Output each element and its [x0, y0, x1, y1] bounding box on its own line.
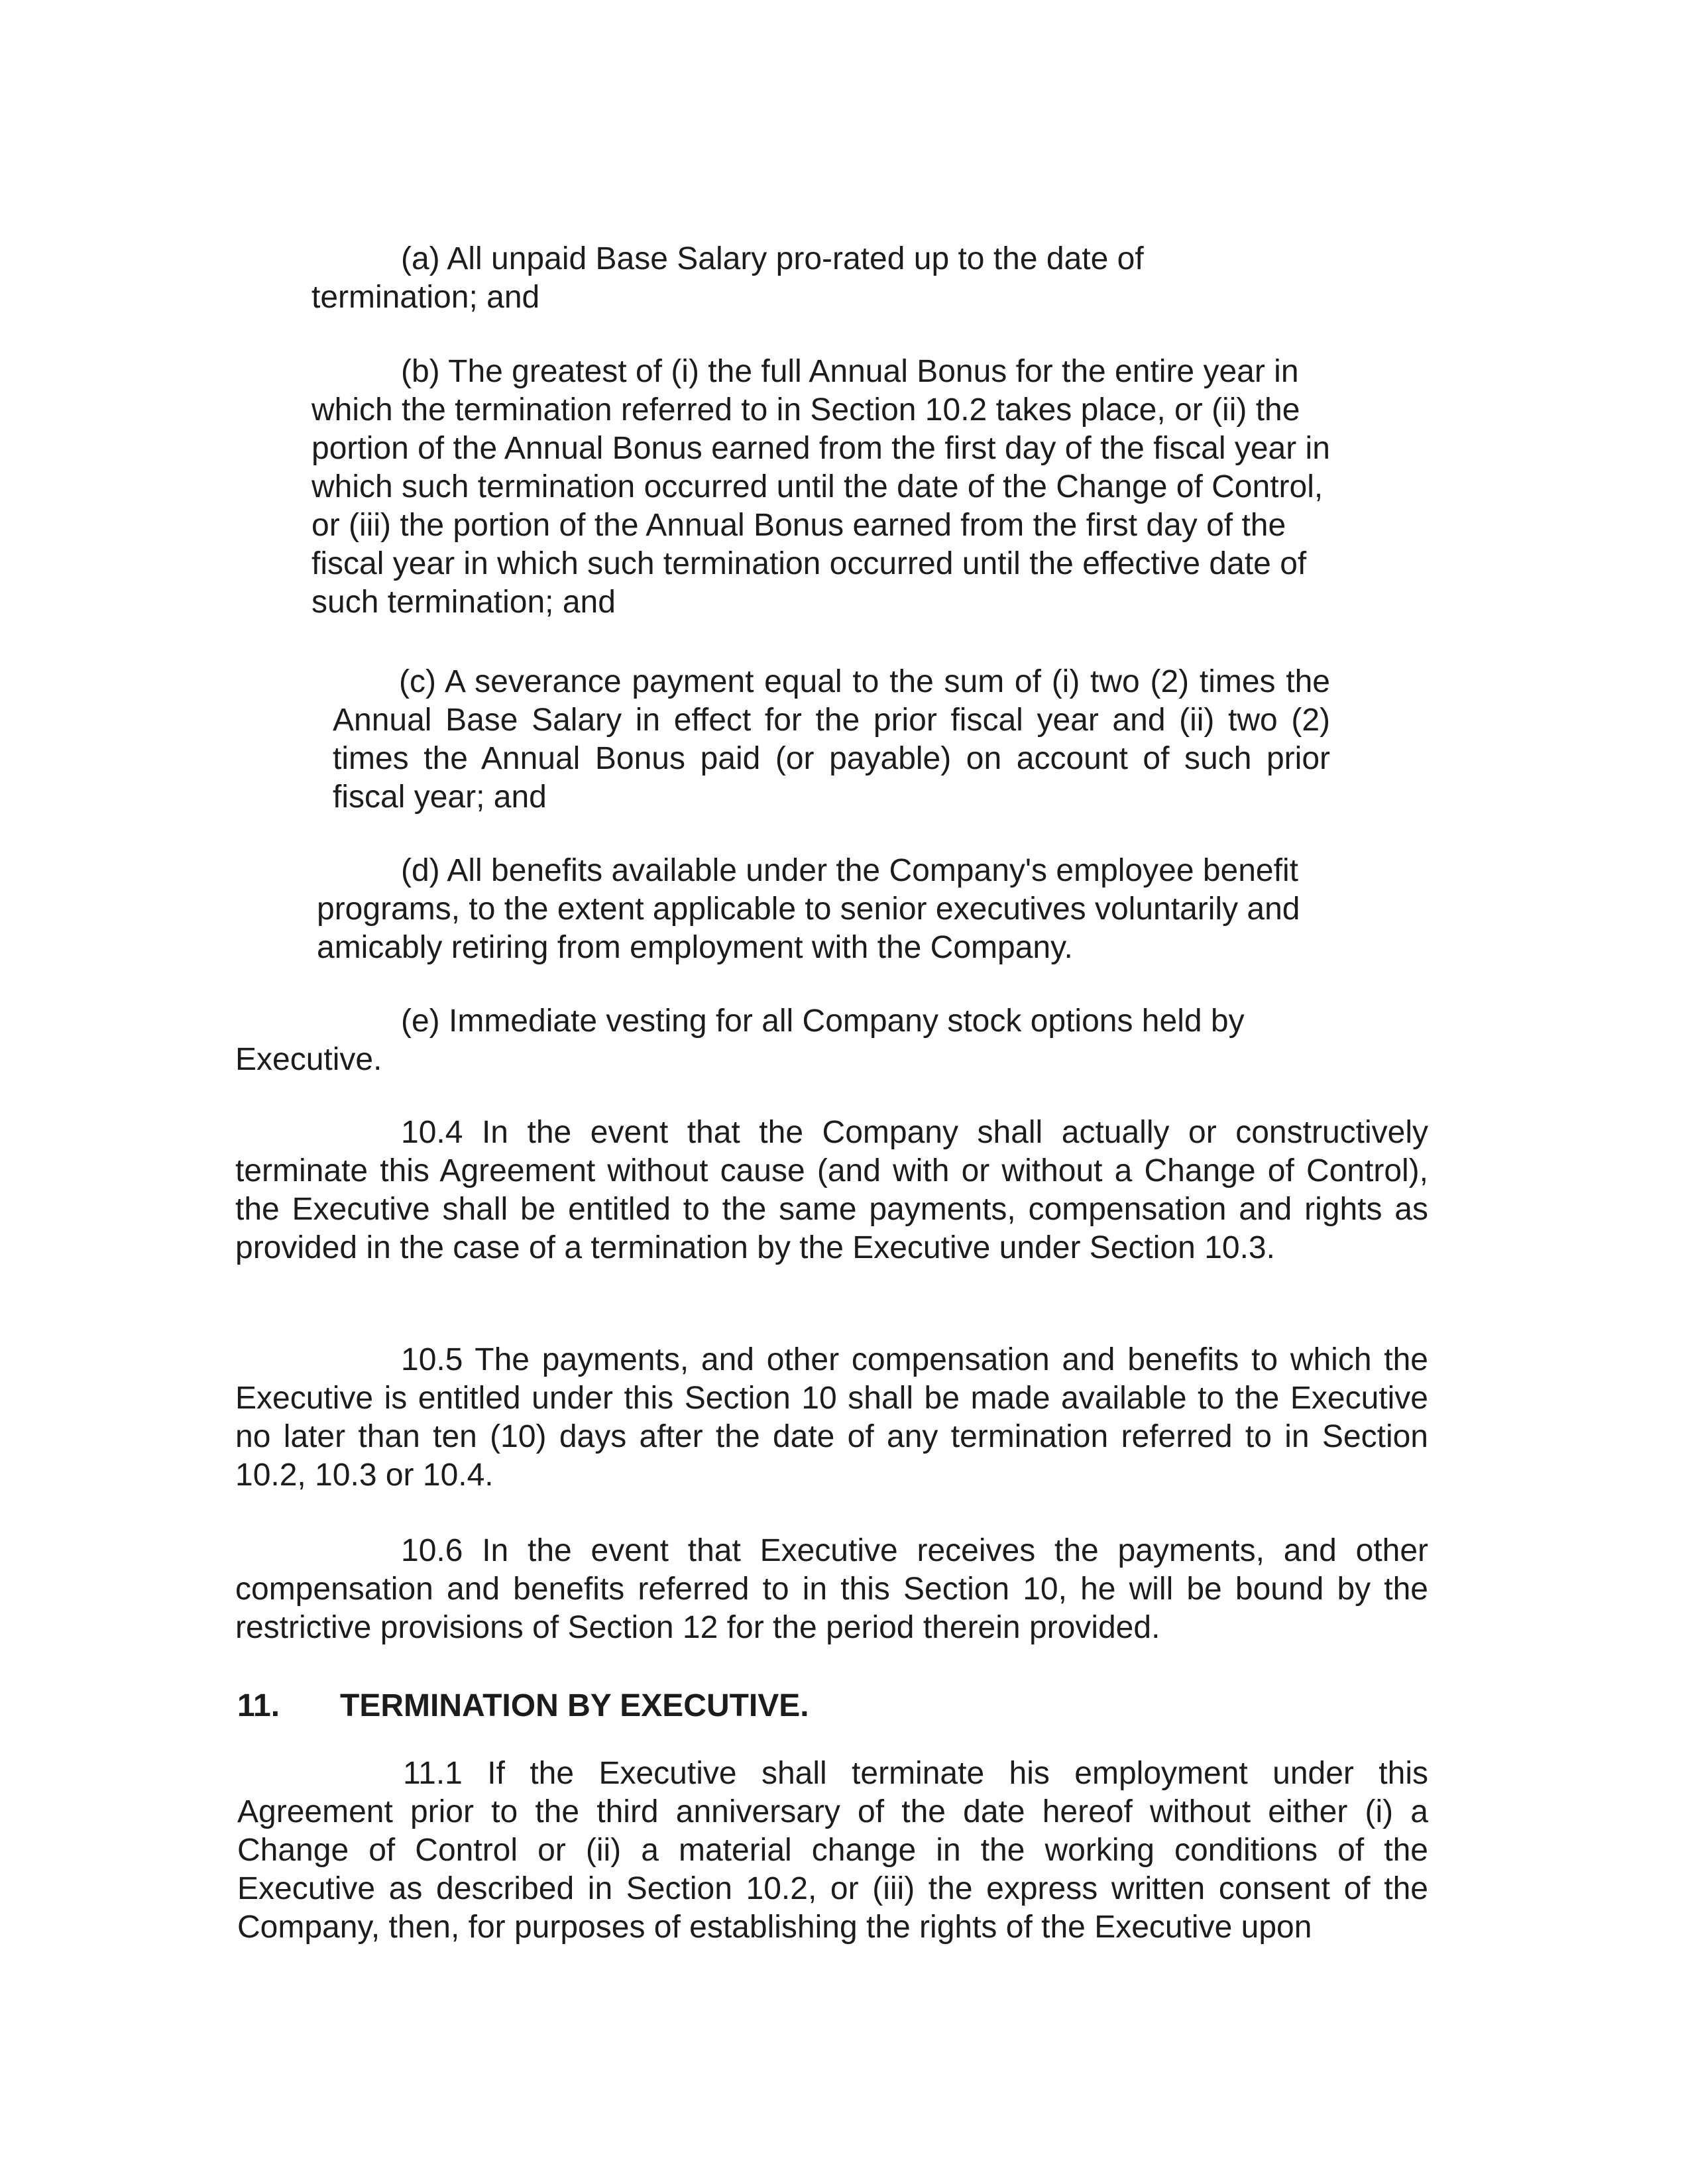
clause-b: (b) The greatest of (i) the full Annual Bonus for the entire year in which the termination referred to in Section 10.2 takes place, or (ii) the portion of the Annual Bonus earned from the first day of the fiscal year in which such termination occurred until the date of the Change of Control, or (iii) the portion of the Annual Bonus earned from the first day of the fiscal year in which such termination occurred until the effective date of such termination; and: [311, 354, 1330, 620]
section-10-5: 10.5 The payments, and other compensation and benefits to which the Executive is entitled under this Section 10 shall be made available to the Executive no later than ten (10) days after the date of any termination referred to in Section 10.2, 10.3 or 10.4.: [235, 1342, 1428, 1493]
heading-title: TERMINATION BY EXECUTIVE.: [340, 1688, 809, 1723]
clause-e: (e) Immediate vesting for all Company stock options held by Executive.: [235, 1004, 1245, 1077]
section-10-4: 10.4 In the event that the Company shall actually or constructively terminate this Agreement without cause (and with or without a Change of Control), the Executive shall be entitled to the same payments, compensation and rights as provided in the case of a termination by the Executive under Section 10.3.: [235, 1115, 1428, 1265]
section-10-6: 10.6 In the event that Executive receives the payments, and other compensation and benefits referred to in this Section 10, he will be bound by the restrictive provisions of Section 12 for the period therein provided.: [235, 1533, 1428, 1645]
clause-d: (d) All benefits available under the Company's employee benefit programs, to the extent applicable to senior executives voluntarily and amicably retiring from employment with the Company.: [317, 853, 1300, 965]
section-heading-11: [237, 1687, 1298, 1725]
section-11-1: 11.1 If the Executive shall terminate his employment under this Agreement prior to the third anniversary of the date hereof without either (i) a Change of Control or (ii) a material change in the working conditions of the Executive as described in Section 10.2, or (iii) the express written consent of the Company, then, for purposes of establishing the rights of the Executive upon: [237, 1756, 1428, 1945]
clause-a: (a) All unpaid Base Salary pro-rated up to the date of termination; and: [311, 241, 1144, 315]
clause-c: (c) A severance payment equal to the sum of (i) two (2) times the Annual Base Salary in effect for the prior fiscal year and (ii) two (2) times the Annual Bonus paid (or payable) on account of such prior fiscal year; and: [333, 664, 1330, 815]
heading-number: 11.: [237, 1688, 280, 1723]
